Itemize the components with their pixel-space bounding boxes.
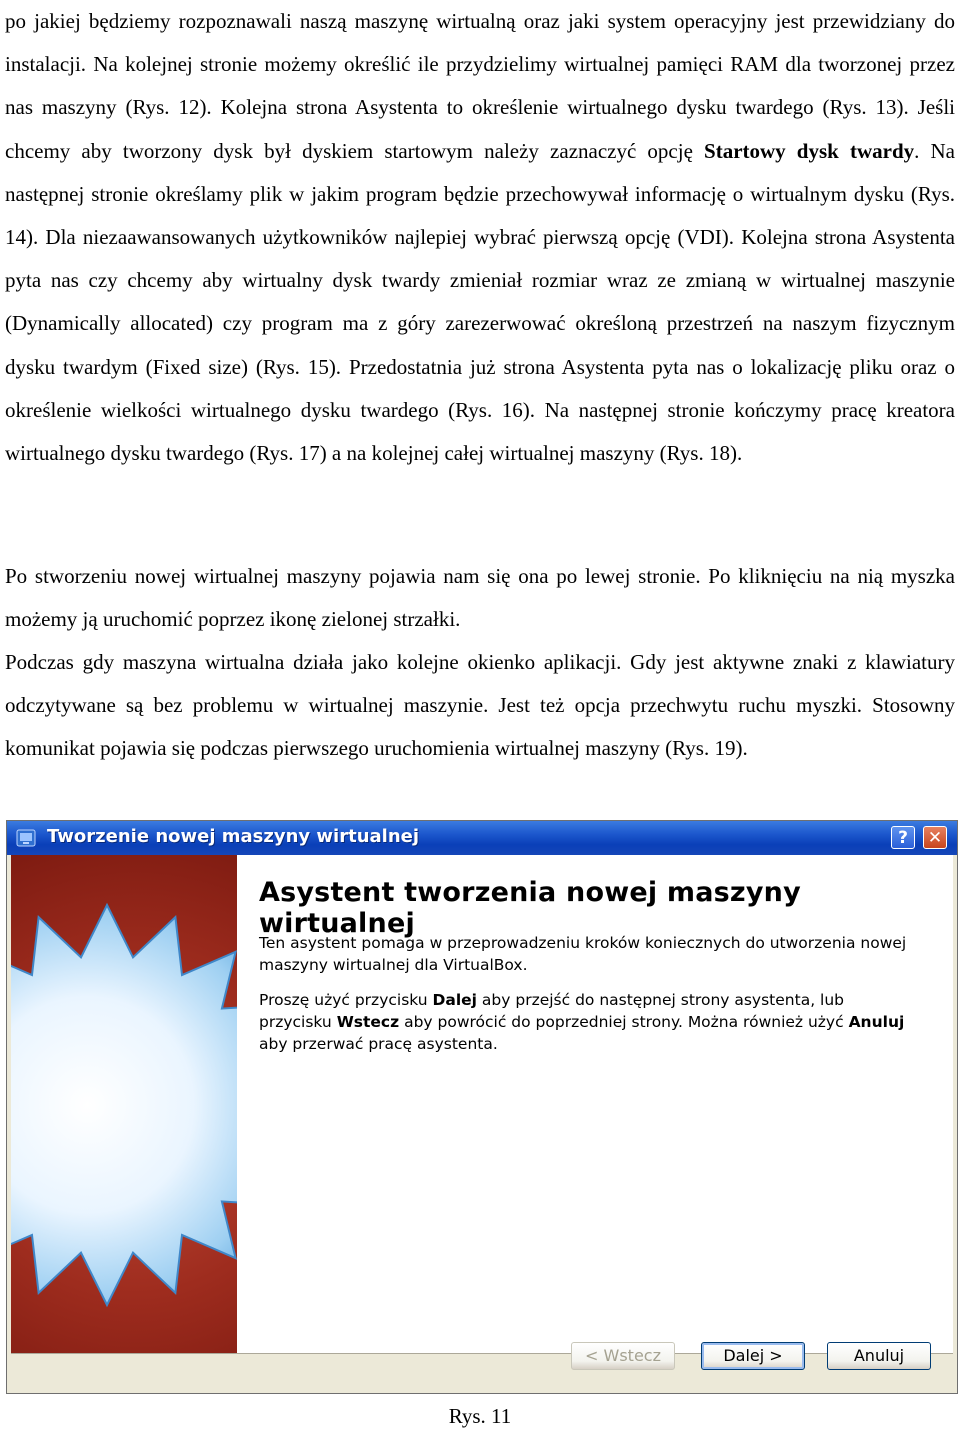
cancel-button[interactable]: Anuluj (827, 1342, 931, 1370)
virtualbox-icon (15, 827, 37, 849)
starburst-icon (11, 855, 237, 1353)
next-button[interactable]: Dalej > (701, 1342, 805, 1370)
wizard-intro: Ten asystent pomaga w przeprowadzeniu kroków koniecznych do utworzenia nowej maszyny wirtualnej dla VirtualBox. (259, 934, 907, 974)
back-button[interactable]: < Wstecz (571, 1342, 675, 1370)
instr-text-1: Proszę użyć przycisku (259, 991, 433, 1009)
wizard-instructions (259, 989, 919, 1055)
paragraph-1-bold: Startowy dysk twardy (704, 138, 915, 163)
footer-divider (11, 1353, 953, 1354)
wizard-dialog (6, 820, 958, 1394)
close-button[interactable]: ✕ (923, 826, 947, 849)
paragraph-1-text-a: po jakiej będziemy rozpoznawali naszą maszynę wirtualną oraz jaki system operacyjny jest przewidziany do instalacji. Na kolejnej stronie możemy określić ile przydzielimy wirtualnej pamięci RAM dla tworzonej przez nas maszyny (Rys. 12). Kolejna strona Asystenta to określenie wirtualnego dysku twardego (Rys. 13). Jeśli chcemy aby tworzony dysk był dyskiem startowym należy zaznaczyć opcję (5, 9, 955, 163)
body-paragraph-3: Podczas gdy maszyna wirtualna działa jako kolejne okienko aplikacji. Gdy jest aktywne znaki z klawiatury odczytywane są bez problemu w wirtualnej maszynie. Jest też opcja przechwytu ruchu myszki. Stosowny komunikat pojawia się podczas pierwszego uruchomienia wirtualnej maszyny (Rys. 19). (5, 650, 955, 761)
wizard-content (237, 855, 953, 1353)
instr-dalej: Dalej (432, 991, 477, 1009)
instr-text-2: aby przejść do następnej strony asystenta, lub przycisku (259, 991, 845, 1031)
body-paragraph-1 (5, 0, 955, 475)
figure-caption: Rys. 11 (448, 1404, 512, 1428)
dialog-title: Tworzenie nowej maszyny wirtualnej (47, 826, 420, 847)
wizard-banner (11, 855, 237, 1353)
help-button[interactable]: ? (891, 826, 915, 849)
instr-text-3: aby powrócić do poprzedniej strony. Można również użyć (399, 1013, 849, 1031)
body-paragraph-2: Po stworzeniu nowej wirtualnej maszyny pojawia nam się ona po lewej stronie. Po kliknięciu na nią myszka możemy ją uruchomić poprzez ikonę zielonej strzałki. (5, 564, 955, 632)
starburst-shape (11, 905, 237, 1305)
instr-text-4: aby przerwać pracę asystenta. (259, 1035, 498, 1053)
wizard-heading: Asystent tworzenia nowej maszyny wirtualnej (259, 877, 801, 939)
paragraph-1-text-b: . Na następnej stronie określamy plik w jakim program będzie przechowywał informację o wirtualnym dysku (Rys. 14). Dla niezaawansowanych użytkowników najlepiej wybrać pierwszą opcję (VDI). Kolejna strona Asystenta pyta nas czy chcemy aby wirtualny dysk twardy zmieniał rozmiar wraz ze zmianą w wirtualnej maszynie (Dynamically allocated) czy program ma z góry zarezerwować określoną przestrzeń na naszym fizycznym dysku twardym (Fixed size) (Rys. 15). Przedostatnia już strona Asystenta pyta nas o lokalizację pliku oraz o określenie wielkości wirtualnego dysku twardego (Rys. 16). Na następnej stronie kończymy pracę kreatora wirtualnego dysku twardego (Rys. 17) a na kolejnej całej wirtualnej maszyny (Rys. 18). (5, 138, 955, 466)
instr-anuluj: Anuluj (848, 1013, 905, 1031)
instr-wstecz: Wstecz (336, 1013, 400, 1031)
dialog-titlebar (7, 821, 957, 855)
